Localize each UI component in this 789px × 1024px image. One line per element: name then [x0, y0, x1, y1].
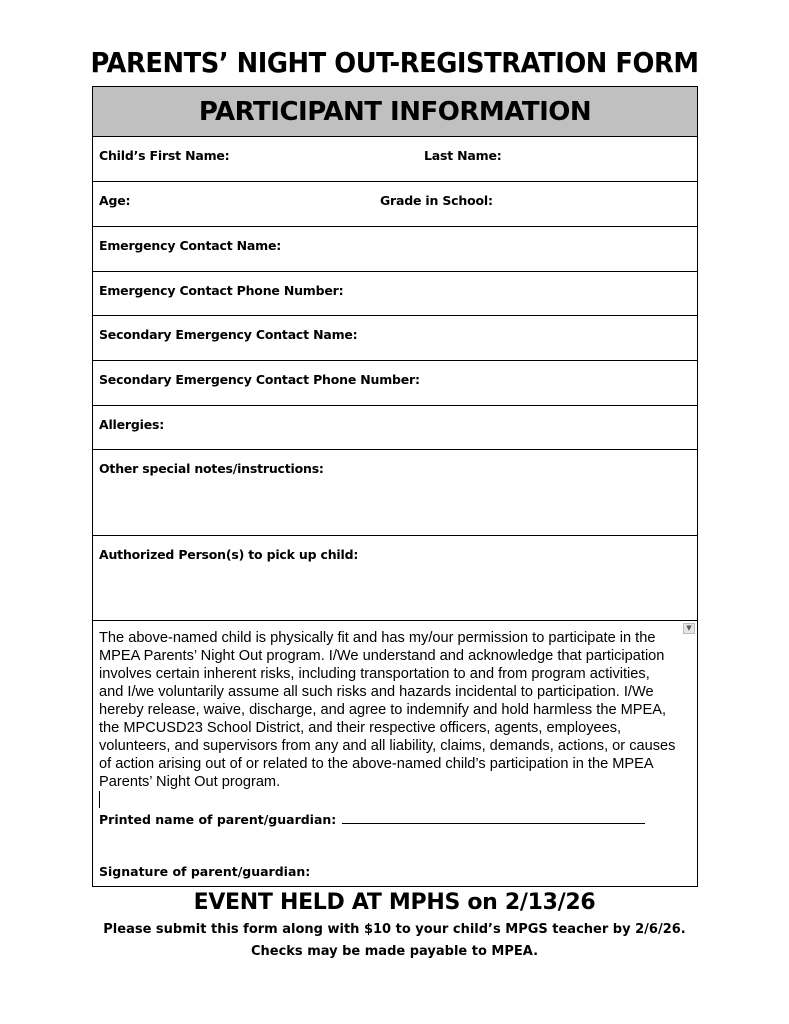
- section-header: PARTICIPANT INFORMATION: [93, 87, 697, 137]
- printed-name-line[interactable]: [342, 811, 645, 824]
- grade-label: Grade in School:: [380, 193, 493, 208]
- secondary-contact-name-label: Secondary Emergency Contact Name:: [99, 327, 358, 342]
- printed-name-field[interactable]: [99, 811, 645, 827]
- event-heading: EVENT HELD AT MPHS on 2/13/26: [193, 890, 596, 915]
- secondary-contact-phone-label: Secondary Emergency Contact Phone Number:: [99, 372, 420, 387]
- form-title: PARENTS’ NIGHT OUT-REGISTRATION FORM: [90, 46, 699, 79]
- row-child-name[interactable]: [93, 137, 697, 182]
- authorized-pickup-label: Authorized Person(s) to pick up child:: [99, 547, 359, 562]
- printed-name-label: Printed name of parent/guardian:: [99, 812, 337, 827]
- row-special-notes[interactable]: [93, 450, 697, 536]
- child-first-name-label: Child’s First Name:: [99, 148, 230, 163]
- emergency-contact-name-label: Emergency Contact Name:: [99, 238, 282, 253]
- allergies-label: Allergies:: [99, 417, 165, 432]
- row-secondary-contact-name[interactable]: [93, 316, 697, 361]
- checks-note: Checks may be made payable to MPEA.: [250, 944, 539, 959]
- row-secondary-contact-phone[interactable]: [93, 361, 697, 406]
- scroll-down-icon[interactable]: ▼: [683, 623, 695, 634]
- last-name-label: Last Name:: [424, 148, 502, 163]
- age-label: Age:: [99, 193, 131, 208]
- row-allergies[interactable]: [93, 406, 697, 450]
- row-authorized-pickup[interactable]: [93, 536, 697, 621]
- submit-note: Please submit this form along with $10 to your child’s MPGS teacher by 2/6/26.: [103, 922, 686, 937]
- registration-form: [92, 86, 698, 887]
- signature-label: Signature of parent/guardian:: [99, 864, 311, 879]
- text-cursor: [99, 791, 100, 808]
- row-emergency-contact-name[interactable]: [93, 227, 697, 272]
- waiver-text: The above-named child is physically fit and has my/our permission to participate in the MPEA Parents’ Night Out program. I/We understand and acknowledge that participation involves certain inherent risks, including transportation to and from program activities, and I/we voluntarily assume all such risks and hazards incidental to participation. I/We hereby release, waive, discharge, and agree to indemnify and hold harmless the MPEA, the MPCUSD23 School District, and their respective officers, agents, employees, volunteers, and supervisors from any and all liability, claims, demands, actions, or causes of action arising out of or related to the above-named child’s participation in the MPEA Parents’ Night Out program.: [99, 630, 676, 790]
- signature-field[interactable]: [99, 864, 310, 879]
- row-emergency-contact-phone[interactable]: [93, 272, 697, 316]
- special-notes-label: Other special notes/instructions:: [99, 461, 324, 476]
- emergency-contact-phone-label: Emergency Contact Phone Number:: [99, 283, 344, 298]
- row-age-grade[interactable]: [93, 182, 697, 227]
- waiver-section[interactable]: [93, 621, 697, 886]
